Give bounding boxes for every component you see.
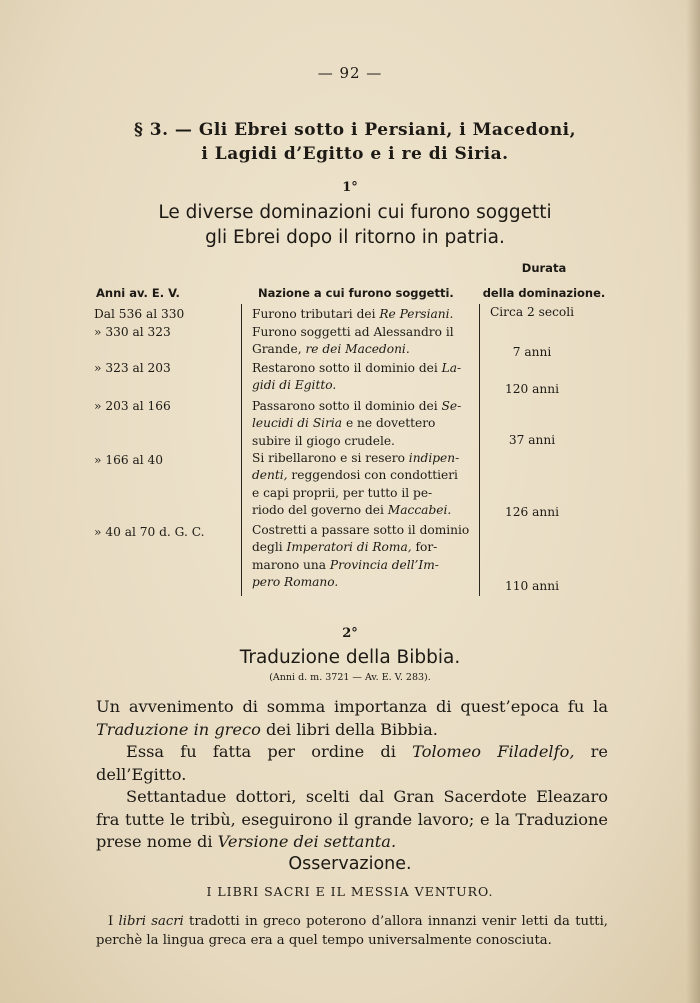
row4-years: » 203 al 166 <box>94 399 171 413</box>
row1-description: Furono tributari dei Re Persiani. <box>252 307 454 321</box>
table-header-duration-line2: della dominazione. <box>482 286 606 300</box>
section-title <box>90 118 620 166</box>
part1-heading-line1: Le diverse dominazioni cui furono soggetti <box>158 202 552 223</box>
row5-duration: 126 anni <box>505 505 559 519</box>
row6-duration: 110 anni <box>505 579 559 593</box>
part1-number: 1° <box>342 180 358 195</box>
section-title-line2: i Lagidi d’Egitto e i re di Siria. <box>201 144 509 164</box>
page-number: — 92 — <box>317 64 383 82</box>
part2-subheading: (Anni d. m. 3721 — Av. E. V. 283). <box>269 672 431 683</box>
table-header-years: Anni av. E. V. <box>96 286 180 300</box>
row4-duration: 37 anni <box>508 433 556 447</box>
row1-years: Dal 536 al 330 <box>94 307 185 321</box>
page-edge-shadow <box>686 0 700 1003</box>
domination-table <box>90 304 620 596</box>
row5-description: Si ribellarono e si resero indipen- denti, reggendosi con condottieri e capi proprii, per tutto il pe- riodo del governo dei Maccabei. <box>252 451 460 518</box>
part1-heading-line2: gli Ebrei dopo il ritorno in patria. <box>205 227 505 248</box>
observation-heading: Osservazione. <box>288 854 412 874</box>
part2-number: 2° <box>342 626 358 641</box>
row2-description: Furono soggetti ad Alessandro il Grande, re dei Macedoni. <box>252 325 454 357</box>
observation-subheading: I LIBRI SACRI E IL MESSIA VENTURO. <box>206 884 494 899</box>
table-header-nation: Nazione a cui furono soggetti. <box>258 286 454 300</box>
row3-description: Restarono sotto il dominio dei La- gidi di Egitto. <box>252 361 462 393</box>
row4-description: Passarono sotto il dominio dei Se- leucidi di Siria e ne dovettero subire il giogo crudele. <box>252 399 462 448</box>
section-title-line1: § 3. — Gli Ebrei sotto i Persiani, i Macedoni, <box>133 120 577 140</box>
row5-years: » 166 al 40 <box>94 453 164 467</box>
part2-paragraph3: Settantadue dottori, scelti dal Gran Sacerdote Eleazaro fra tutte le tribù, eseguirono il grande lavoro; e la Traduzione prese nome di Versione dei settanta. <box>96 787 608 851</box>
observation-paragraph: I libri sacri tradotti in greco poterono d’allora innanzi venir letti da tutti, perchè la lingua greca era a quel tempo universalmente conosciuta. <box>96 914 608 948</box>
table-divider-left <box>241 304 242 596</box>
part2-body <box>96 696 608 854</box>
part2-paragraph1: Un avvenimento di somma importanza di quest’epoca fu la Traduzione in greco dei libri della Bibbia. <box>96 697 608 739</box>
row6-years: » 40 al 70 d. G. C. <box>94 525 205 539</box>
part2-heading: Traduzione della Bibbia. <box>239 647 461 668</box>
part2-paragraph2: Essa fu fatta per ordine di Tolomeo Filadelfo, re dell’Egitto. <box>96 742 608 784</box>
row2-years: » 330 al 323 <box>94 325 171 339</box>
part1-heading <box>80 200 630 250</box>
row1-duration: Circa 2 secoli <box>489 305 575 319</box>
row3-years: » 323 al 203 <box>94 361 171 375</box>
table-header-duration-line1: Durata <box>521 261 567 275</box>
row6-description: Costretti a passare sotto il dominio degli Imperatori di Roma, for- marono una Provincia dell’Im- pero Romano. <box>252 523 470 590</box>
row2-duration: 7 anni <box>512 345 552 359</box>
row3-duration: 120 anni <box>505 382 559 396</box>
